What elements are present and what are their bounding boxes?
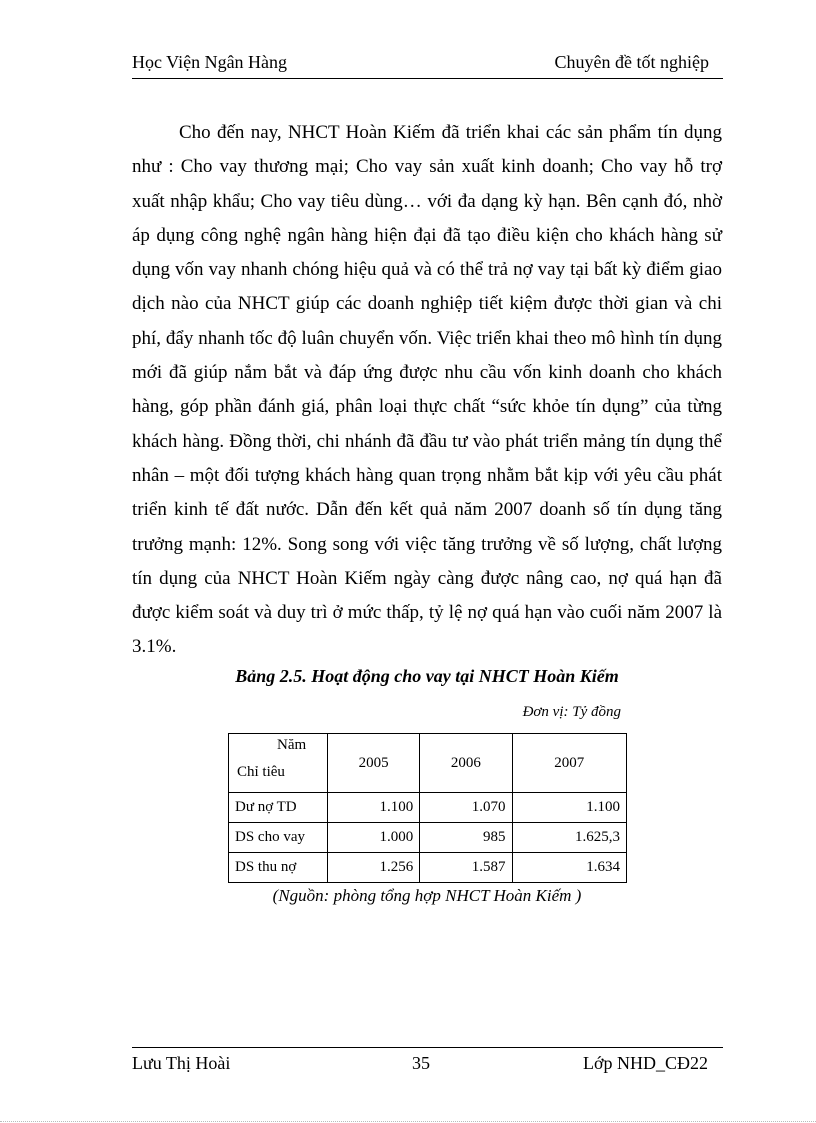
table-corner-cell: [229, 734, 328, 793]
table-cell: 1.070: [420, 793, 512, 823]
body-paragraph: Cho đến nay, NHCT Hoàn Kiếm đã triển khai các sản phẩm tín dụng như : Cho vay thương mại; Cho vay sản xuất kinh doanh; Cho vay hỗ trợ xuất nhập khẩu; Cho vay tiêu dùng… với đa dạng kỳ hạn. Bên cạnh đó, nhờ áp dụng công nghệ ngân hàng hiện đại đã tạo điều kiện cho khách hàng sử dụng vốn vay nhanh chóng hiệu quả và có thể trả nợ vay tại bất kỳ điểm giao dịch nào của NHCT giúp các doanh nghiệp tiết kiệm được thời gian và chi phí, đẩy nhanh tốc độ luân chuyển vốn. Việc triển khai theo mô hình tín dụng mới đã giúp nắm bắt và đáp ứng được nhu cầu vốn kinh doanh cho khách hàng, góp phần đánh giá, phân loại thực chất “sức khỏe tín dụng” của từng khách hàng. Đồng thời, chi nhánh đã đầu tư vào phát triển mảng tín dụng thể nhân – một đối tượng khách hàng quan trọng nhằm bắt kịp với yêu cầu phát triển kinh tế đất nước. Dẫn đến kết quả năm 2007 doanh số tín dụng tăng trưởng mạnh: 12%. Song song với việc tăng trưởng về số lượng, chất lượng tín dụng của NHCT Hoàn Kiếm ngày càng được nâng cao, nợ quá hạn đã được kiểm soát và duy trì ở mức thấp, tỷ lệ nợ quá hạn vào cuối năm 2007 là 3.1%.: [132, 122, 722, 658]
table-cell: 985: [420, 823, 512, 853]
table-cell: 1.587: [420, 853, 512, 883]
table-cell: 1.256: [328, 853, 420, 883]
body-text: [132, 116, 722, 665]
page-bottom-divider: [0, 1121, 816, 1122]
year-header: 2007: [512, 734, 626, 793]
row-label: Dư nợ TD: [229, 793, 328, 823]
table-row: [229, 823, 627, 853]
footer-class: Lớp NHD_CĐ22: [582, 1053, 708, 1073]
page-header: [132, 50, 723, 79]
loan-activity-table: [228, 733, 627, 883]
footer-author: Lưu Thị Hoài: [132, 1053, 231, 1073]
table-cell: 1.625,3: [512, 823, 626, 853]
year-header: 2006: [420, 734, 512, 793]
year-header: 2005: [328, 734, 420, 793]
table-source: (Nguồn: phòng tổng hợp NHCT Hoàn Kiếm ): [272, 886, 582, 905]
page-footer: [132, 1047, 723, 1078]
corner-indicator-label: Chỉ tiêu: [237, 764, 285, 780]
footer-page-number: 35: [412, 1053, 430, 1073]
header-title: Chuyên đề tốt nghiệp: [554, 52, 709, 72]
header-institution: Học Viện Ngân Hàng: [132, 52, 288, 72]
table-caption: Bảng 2.5. Hoạt động cho vay tại NHCT Hoàn Kiếm: [235, 666, 619, 686]
table-cell: 1.100: [328, 793, 420, 823]
corner-year-label: Năm: [277, 737, 307, 753]
table-row: [229, 853, 627, 883]
table-cell: 1.100: [512, 793, 626, 823]
table-row: [229, 793, 627, 823]
row-label: DS thu nợ: [229, 853, 328, 883]
table-cell: 1.000: [328, 823, 420, 853]
table-unit: Đơn vị: Tỷ đồng: [522, 704, 621, 720]
table-header-row: [229, 734, 627, 793]
row-label: DS cho vay: [229, 823, 328, 853]
table-cell: 1.634: [512, 853, 626, 883]
